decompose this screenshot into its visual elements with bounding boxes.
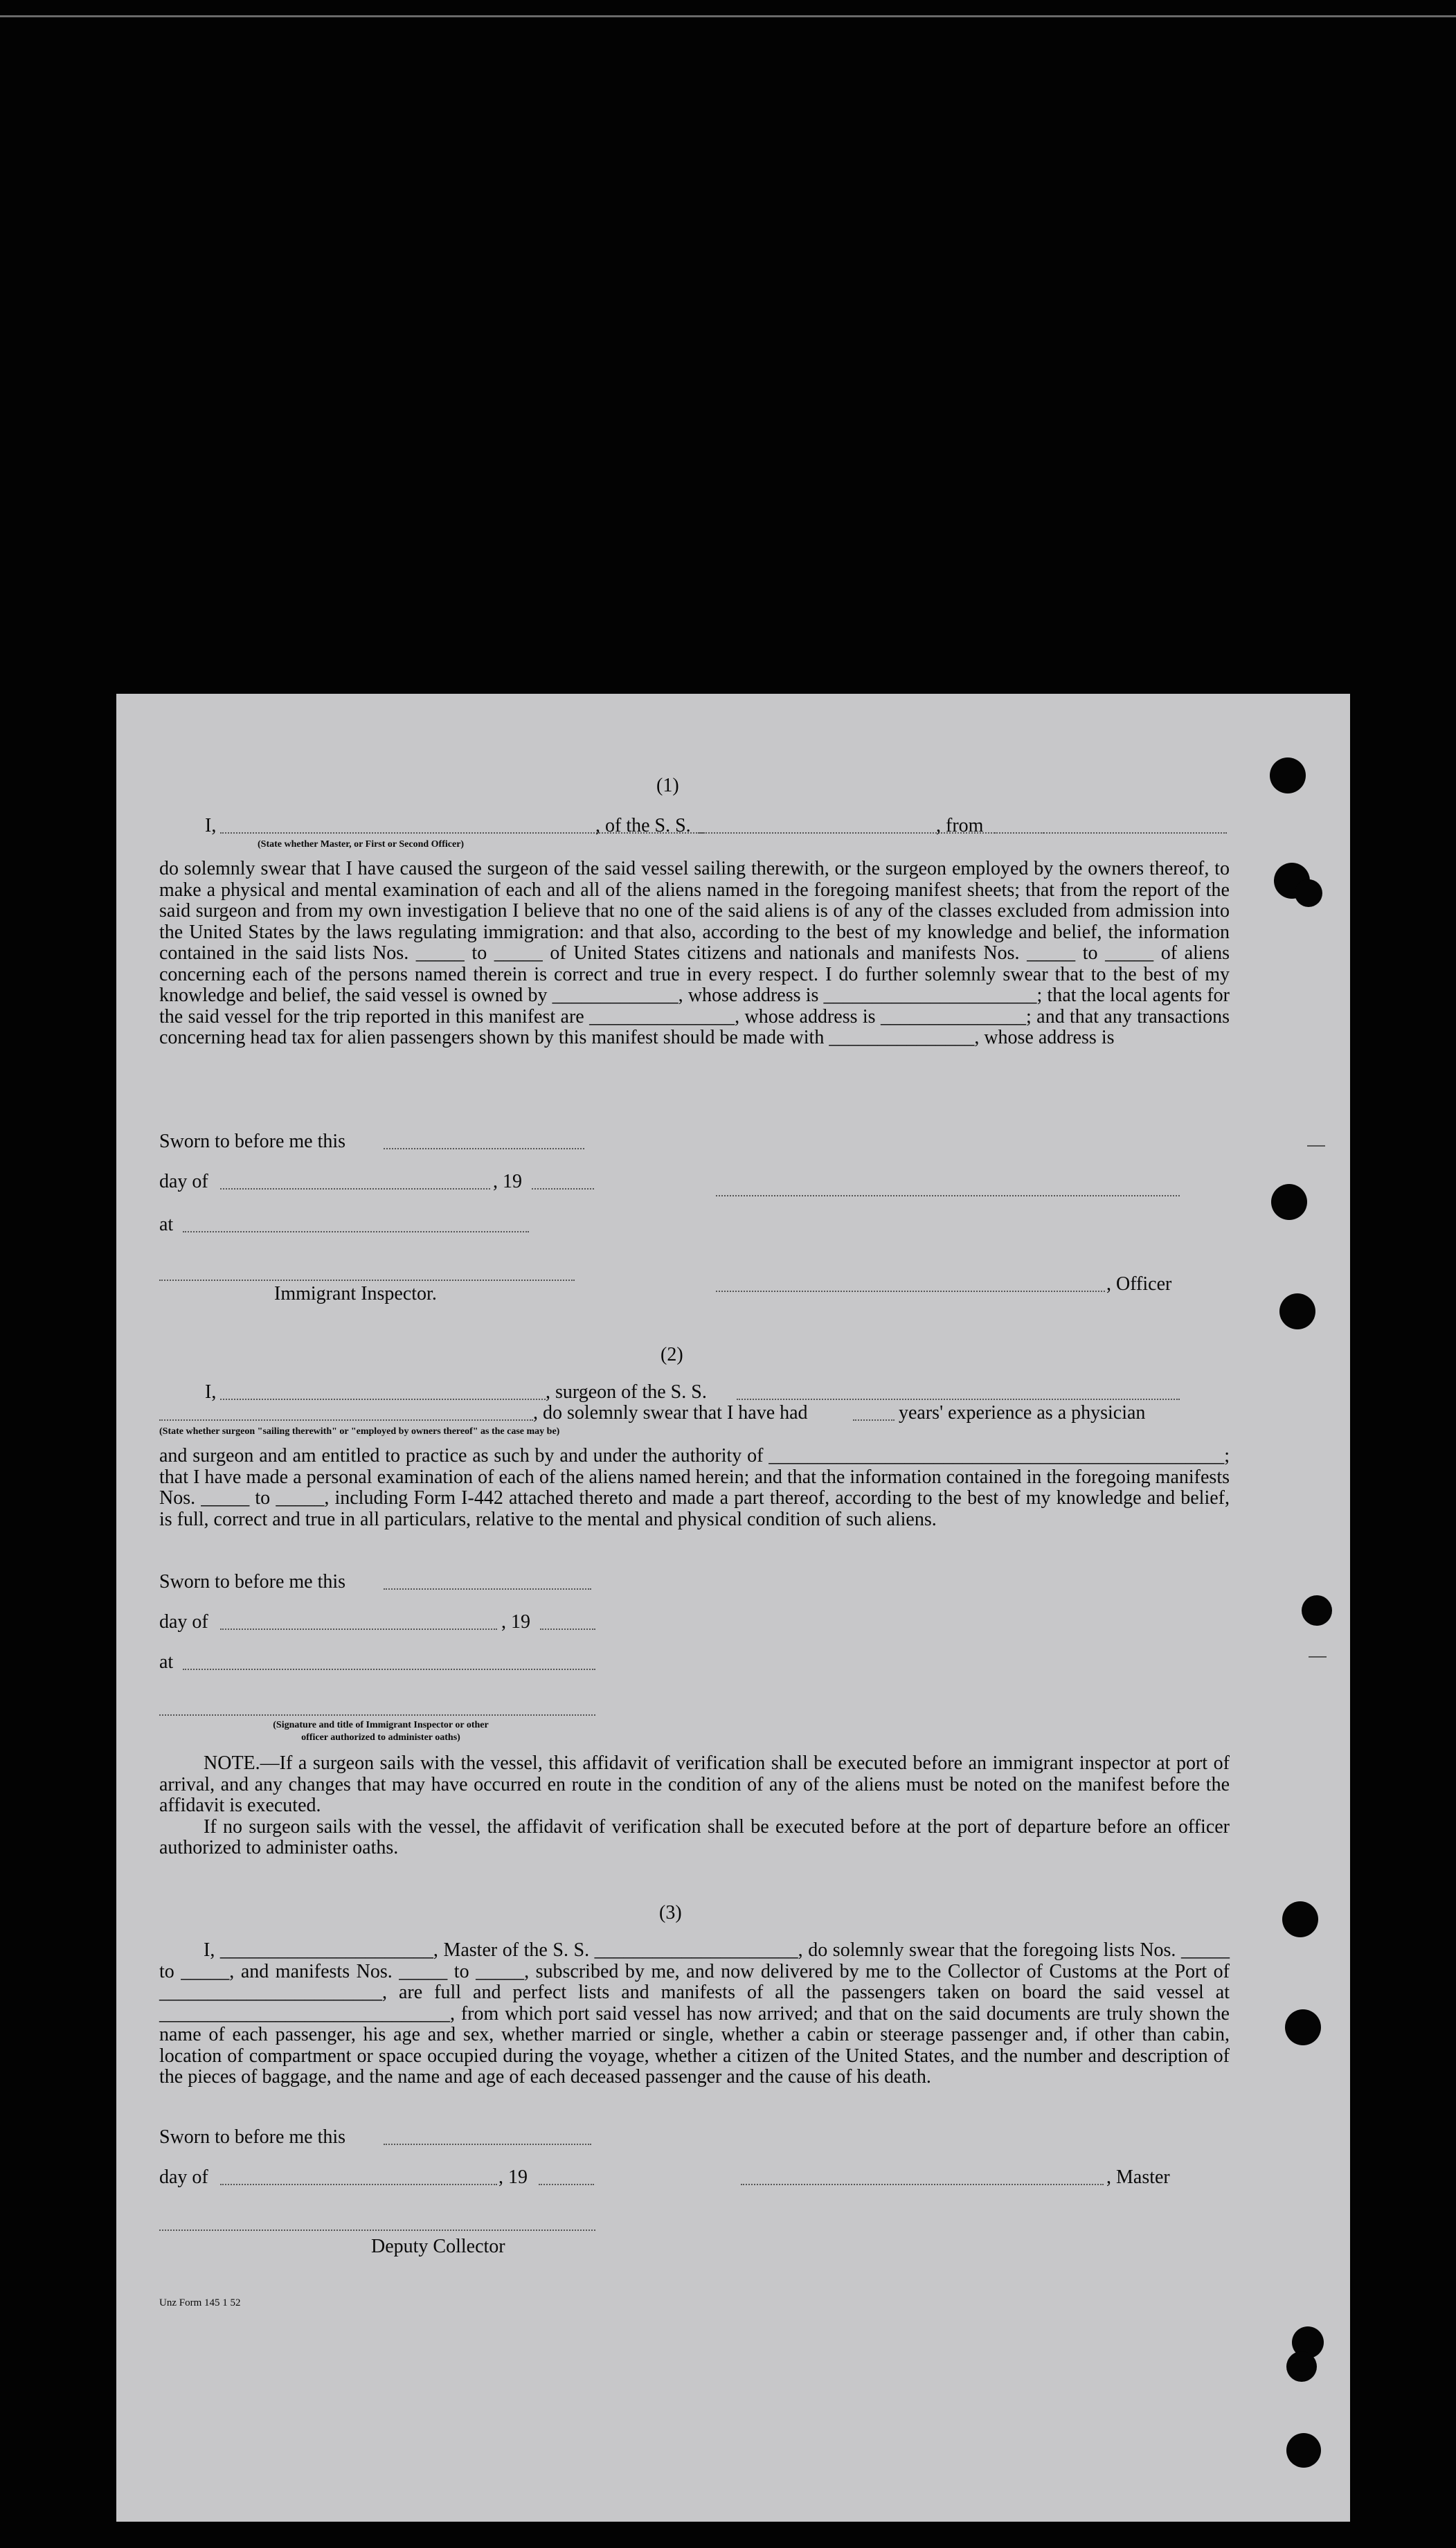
section-3-day-label: day of xyxy=(159,2166,208,2188)
signature-note-line-2: officer authorized to administer oaths) xyxy=(301,1732,460,1743)
section-2-swear-label: , do solemnly swear that I have had xyxy=(533,1402,808,1424)
at-place-field xyxy=(183,1669,595,1670)
section-3-deputy-label: Deputy Collector xyxy=(371,2236,505,2257)
year-field xyxy=(540,1629,595,1630)
from-port-field xyxy=(994,832,1227,834)
punch-hole xyxy=(1302,1595,1332,1626)
section-1-year-label: , 19 xyxy=(493,1171,522,1192)
section-2-number: (2) xyxy=(660,1344,683,1365)
section-1-at-label: at xyxy=(159,1214,174,1235)
master-signature-field xyxy=(741,2184,1104,2185)
section-3-oath-text xyxy=(159,1940,1230,2088)
surgeon-ship-field xyxy=(737,1399,1180,1400)
at-place-field xyxy=(183,1231,529,1232)
sworn-date-field xyxy=(384,1148,584,1149)
section-1-day-label: day of xyxy=(159,1171,208,1192)
section-1-oath-text xyxy=(159,859,1230,1049)
section-2-surgeon-label: , surgeon of the S. S. xyxy=(546,1381,707,1403)
section-1-officer-label: , Officer xyxy=(1106,1273,1172,1295)
section-2-sworn-label: Sworn to before me this xyxy=(159,1571,346,1593)
section-1-number: (1) xyxy=(656,775,679,796)
punch-hole xyxy=(1286,2351,1317,2382)
section-1-inspector-label: Immigrant Inspector. xyxy=(274,1283,437,1304)
section-2-oath-text xyxy=(159,1446,1230,1530)
surgeon-status-field xyxy=(159,1419,533,1421)
day-field xyxy=(220,2184,497,2185)
margin-mark xyxy=(1309,1656,1327,1658)
punch-hole xyxy=(1271,1184,1307,1220)
day-field xyxy=(220,1629,497,1630)
officer-rank-note: (State whether Master, or First or Second Officer) xyxy=(258,839,465,850)
section-2-years-label: years' experience as a physician xyxy=(899,1402,1146,1424)
section-3-number: (3) xyxy=(659,1902,682,1923)
section-1-from-label: , from xyxy=(936,815,984,836)
punch-hole xyxy=(1295,879,1322,907)
punch-hole xyxy=(1285,2009,1321,2045)
sworn-date-field xyxy=(384,1588,591,1590)
surgeon-name-field xyxy=(220,1399,546,1400)
form-number: Unz Form 145 1 52 xyxy=(159,2297,241,2308)
margin-mark xyxy=(1307,1145,1325,1147)
section-3-sworn-label: Sworn to before me this xyxy=(159,2126,346,2148)
inspector-signature-field xyxy=(159,1280,575,1281)
section-1-ship-label: , of the S. S. xyxy=(595,815,691,836)
note-paragraph-1: NOTE.—If a surgeon sails with the vessel, this affidavit of verification shall be executed before an immigrant inspector at port of arrival, and any changes that may have occurred en route in the condition of any of the aliens must be noted on the manifest before the affidavit is executed. xyxy=(159,1752,1230,1816)
section-1-i: I, xyxy=(205,815,217,836)
surgeon-status-note: (State whether surgeon "sailing therewith" or "employed by owners thereof" as the case may be) xyxy=(159,1426,560,1437)
section-2-oath-paragraph: and surgeon and am entitled to practice as such by and under the authority of _______________________________________________; that I have made a personal examination of each of the aliens named herein; and that the information contained in the foregoing manifests Nos. _____ to _____, including Form I-442 attached thereto and made a part thereof, according to the best of my knowledge and belief, is full, correct and true in all particulars, relative to the mental and physical condition of such aliens. xyxy=(159,1445,1230,1530)
year-field xyxy=(532,1188,594,1190)
inspector-signature-field xyxy=(159,1714,595,1716)
surgeon-note-text xyxy=(159,1753,1230,1859)
day-field xyxy=(220,1188,490,1190)
section-3-master-label: , Master xyxy=(1106,2166,1170,2188)
punch-hole xyxy=(1282,1901,1318,1937)
section-2-year-label: , 19 xyxy=(501,1611,530,1633)
scanner-top-edge xyxy=(0,15,1456,17)
punch-hole xyxy=(1270,757,1306,793)
section-3-oath-paragraph: I, ______________________, Master of the S. S. _____________________, do solemnly swear that the foregoing lists Nos. _____ to _____, and manifests Nos. _____ to _____, subscribed by me, and now delivered by me to the Collector of Customs at the Port of _______________________, are full and perfect lists and manifests of all the passengers taken on board the said vessel at ______________________________, from which port said vessel has now arrived; and that on the said documents are truly shown the name of each passenger, his age and sex, whether married or single, whether a cabin or steerage passenger and, if other than cabin, location of compartment or space occupied during the voyage, whether a citizen of the United States, and the number and description of the pieces of baggage, and the name and age of each deceased passenger and the cause of his death. xyxy=(159,1939,1230,2088)
section-3-year-label: , 19 xyxy=(498,2166,528,2188)
punch-hole xyxy=(1286,2433,1321,2468)
section-2-day-label: day of xyxy=(159,1611,208,1633)
note-paragraph-2: If no surgeon sails with the vessel, the affidavit of verification shall be executed before at the port of departure before an officer authorized to administer oaths. xyxy=(159,1815,1230,1858)
officer-signature-field xyxy=(716,1195,1180,1196)
deputy-signature-field xyxy=(159,2230,595,2231)
ship-name-field xyxy=(698,832,1044,834)
years-field xyxy=(853,1419,895,1421)
manifest-affidavit-page xyxy=(116,694,1350,2522)
section-1-oath-paragraph: do solemnly swear that I have caused the surgeon of the said vessel sailing therewith, or the surgeon employed by the owners thereof, to make a physical and mental examination of each and all of the aliens named in the foregoing manifest sheets; that from the report of the said surgeon and from my own investigation I believe that no one of the said aliens is of any of the classes excluded from admission into the United States by the laws regulating immigration: and that also, according to the best of my knowledge and belief, the information contained in the said lists Nos. _____ to _____ of United States citizens and nationals and manifests Nos. _____ to _____ of aliens concerning each of the persons named therein is correct and true in every respect. I do further solemnly swear that to the best of my knowledge and belief, the said vessel is owned by _____________, whose address is ______________________; that the local agents for the said vessel for the trip reported in this manifest are _______________, whose address is _______________; and that any transactions concerning head tax for alien passengers shown by this manifest should be made with _______________, whose address is xyxy=(159,858,1230,1048)
section-2-i: I, xyxy=(205,1381,217,1403)
sworn-date-field xyxy=(384,2144,591,2145)
officer-name-field xyxy=(716,1291,1105,1292)
signature-note-line-1: (Signature and title of Immigrant Inspector or other xyxy=(273,1720,489,1730)
year-field xyxy=(539,2184,594,2185)
punch-hole xyxy=(1279,1293,1315,1329)
section-1-sworn-label: Sworn to before me this xyxy=(159,1131,346,1152)
section-2-at-label: at xyxy=(159,1651,174,1673)
